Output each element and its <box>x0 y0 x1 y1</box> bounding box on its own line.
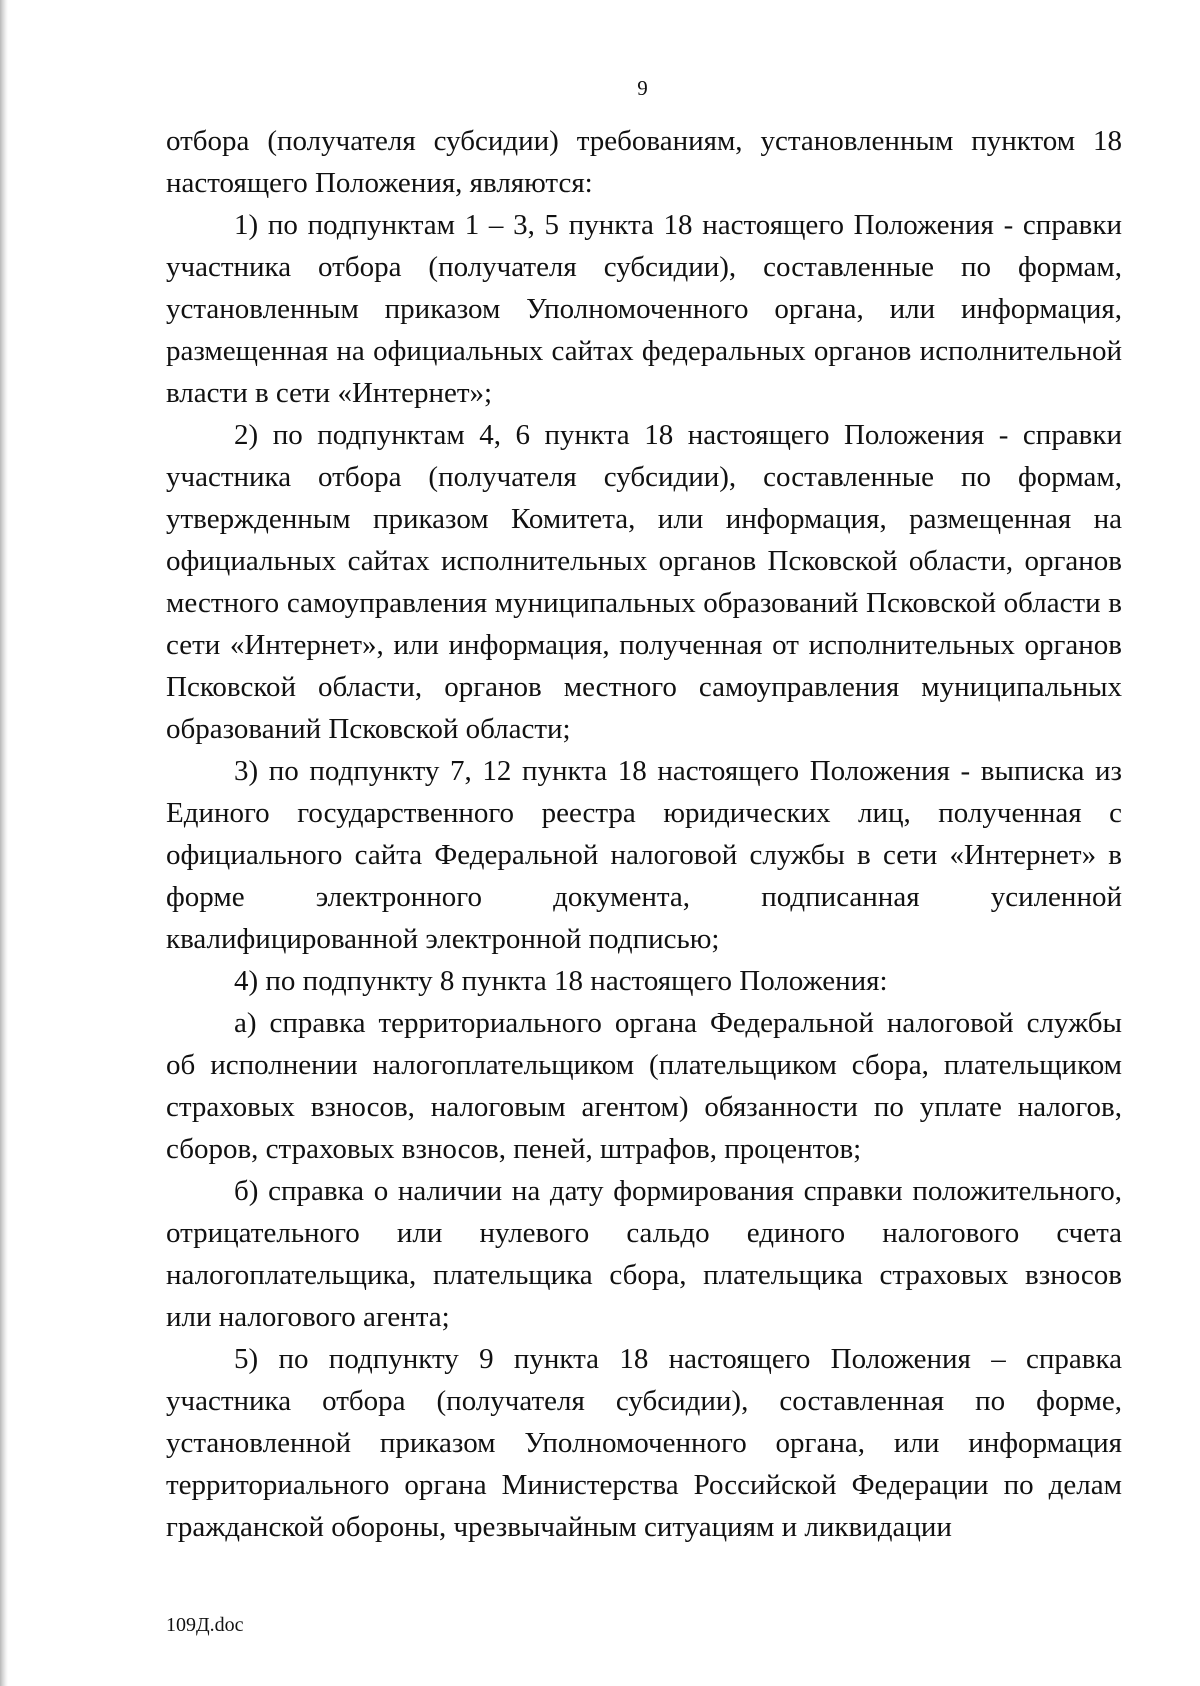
paragraph-item-5: 5) по подпункту 9 пункта 18 настоящего Положения – справка участника отбора (получателя субсидии), составленная по форме, установленной приказом Уполномоченного органа, или информация территориального органа Министерства Российской Федерации по делам гражданской обороны, чрезвычайным ситуациям и ликвидации <box>166 1343 1122 1543</box>
paragraph-item-4b: б) справка о наличии на дату формирования справки положительного, отрицательного или нулевого сальдо единого налогового счета налогоплательщика, плательщика сбора, плательщика страховых взносов или налогового агента; <box>166 1175 1122 1333</box>
footer-file-name: 109Д.doc <box>166 1614 244 1636</box>
paragraph-item-2: 2) по подпунктам 4, 6 пункта 18 настоящего Положения - справки участника отбора (получателя субсидии), составленные по формам, утвержденным приказом Комитета, или информация, размещенная на официальных сайтах исполнительных органов Псковской области, органов местного самоуправления муниципальных образований Псковской области в сети «Интернет», или информация, полученная от исполнительных органов Псковской области, органов местного самоуправления муниципальных образований Псковской области; <box>166 419 1122 745</box>
document-body <box>166 120 1122 1548</box>
paragraph-item-1: 1) по подпунктам 1 – 3, 5 пункта 18 настоящего Положения - справки участника отбора (получателя субсидии), составленные по формам, установленным приказом Уполномоченного органа, или информация, размещенная на официальных сайтах федеральных органов исполнительной власти в сети «Интернет»; <box>166 209 1122 409</box>
paragraph-item-4: 4) по подпункту 8 пункта 18 настоящего Положения: <box>234 965 888 997</box>
paragraph-continuation: отбора (получателя субсидии) требованиям, установленным пунктом 18 настоящего Положения, являются: <box>166 125 1122 199</box>
paragraph-item-4a: а) справка территориального органа Федеральной налоговой службы об исполнении налогоплательщиком (плательщиком сбора, плательщиком страховых взносов, налоговым агентом) обязанности по уплате налогов, сборов, страховых взносов, пеней, штрафов, процентов; <box>166 1007 1122 1165</box>
scan-edge <box>0 0 8 1686</box>
paragraph-item-3: 3) по подпункту 7, 12 пункта 18 настоящего Положения - выписка из Единого государственного реестра юридических лиц, полученная с официального сайта Федеральной налоговой службы в сети «Интернет» в форме электронного документа, подписанная усиленной квалифицированной электронной подписью; <box>166 755 1122 955</box>
page-number: 9 <box>637 76 648 100</box>
